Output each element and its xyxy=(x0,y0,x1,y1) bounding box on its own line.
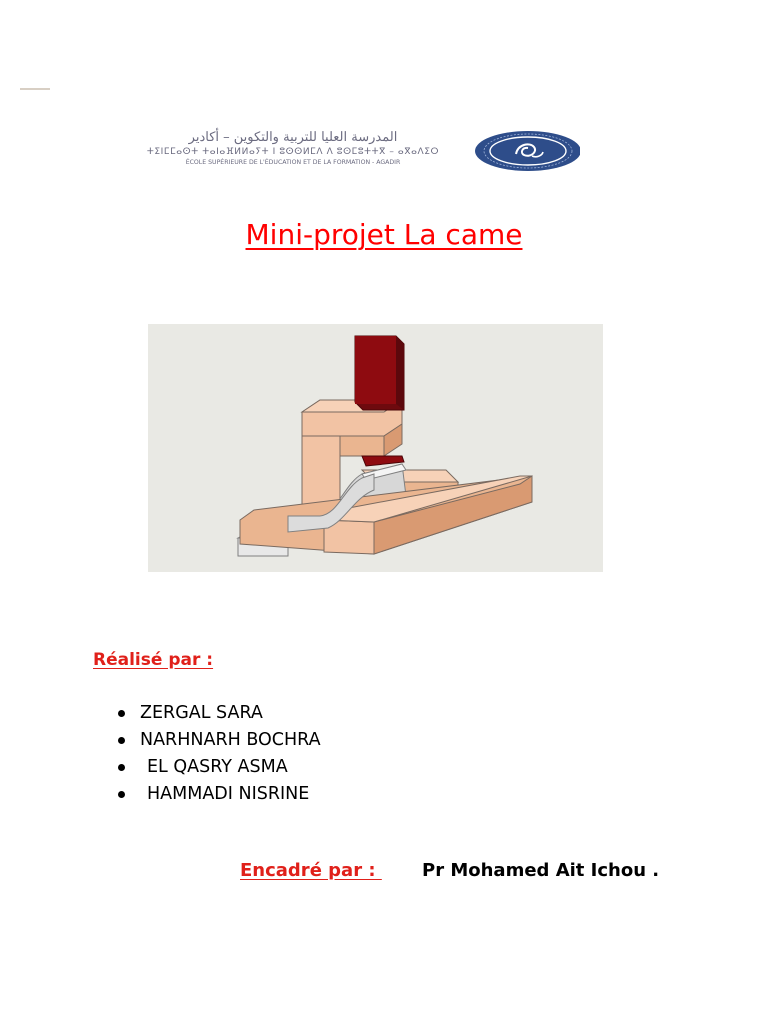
institution-name-tifinagh: ⵜⵉⵏⵎⵎⴰⵙⵜ ⵜⴰⵏⴰⴼⵍⵍⴰⵢⵜ ⵏ ⵓⵙⵙⵍⵎⴷ ⴷ ⵓⵙⵎⵓⵜⵜⴳ – ⴰⴳⴰⴷⵉⵔ xyxy=(146,147,440,157)
realise-par-label: Réalisé par : xyxy=(93,650,214,670)
cam-mechanism-drawing xyxy=(148,324,603,572)
list-item xyxy=(118,781,321,808)
authors-list xyxy=(118,700,321,808)
decorative-dash xyxy=(20,88,50,90)
author-name: HAMMADI NISRINE xyxy=(147,784,310,804)
cam-mechanism-illustration xyxy=(148,324,603,572)
supervisor-name: Pr Mohamed Ait Ichou . xyxy=(422,860,660,881)
institution-name-french: ÉCOLE SUPÉRIEURE DE L'ÉDUCATION ET DE LA FORMATION - AGADIR xyxy=(185,159,401,166)
institution-name-arabic: المدرسة العليا للتربية والتكوين – أكادير xyxy=(188,130,398,145)
list-item xyxy=(118,727,321,754)
list-item xyxy=(118,754,321,781)
document-title: Mini-projet La came xyxy=(245,218,523,251)
institution-logo-banner xyxy=(128,130,583,172)
author-name: NARHNARH BOCHRA xyxy=(140,730,321,750)
institution-seal-logo xyxy=(472,130,580,172)
author-name: ZERGAL SARA xyxy=(140,703,263,723)
author-name: EL QASRY ASMA xyxy=(147,757,288,777)
encadre-par-label: Encadré par : xyxy=(240,860,382,881)
list-item xyxy=(118,700,321,727)
